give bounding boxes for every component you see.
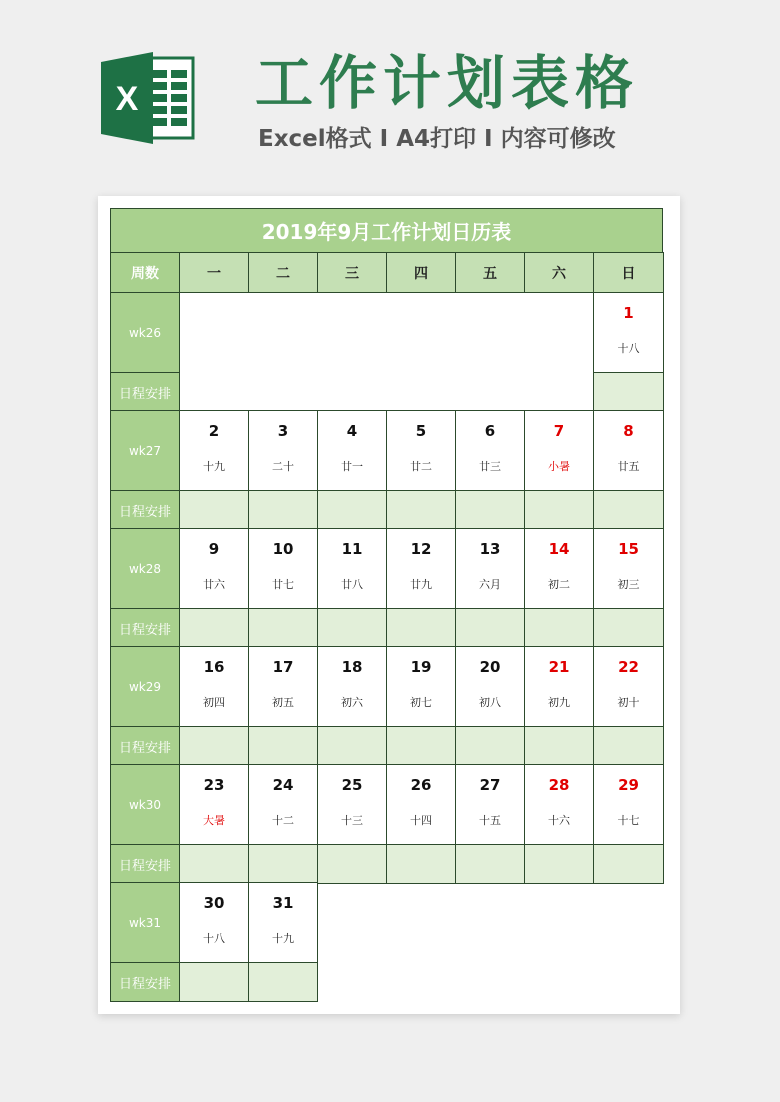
- schedule-cell[interactable]: [524, 608, 594, 648]
- day-number: 18: [341, 657, 363, 676]
- schedule-cell[interactable]: [455, 844, 525, 884]
- week-label-text: wk26: [128, 325, 162, 340]
- lunar-date: 十九: [203, 459, 225, 473]
- day-cell[interactable]: [248, 410, 318, 491]
- day-cell[interactable]: [593, 528, 664, 609]
- lunar-date: 二十: [272, 459, 294, 473]
- day-cell[interactable]: [317, 528, 387, 609]
- day-number: 29: [618, 775, 639, 794]
- day-number: 1: [623, 303, 634, 322]
- day-number: 26: [410, 775, 432, 794]
- lunar-date: 十九: [272, 931, 294, 945]
- week-label: [110, 646, 180, 727]
- schedule-cell[interactable]: [386, 844, 456, 884]
- lunar-date: 初四: [203, 695, 225, 709]
- day-number: 23: [203, 775, 225, 794]
- lunar-date: 十八: [617, 341, 640, 355]
- day-number: 14: [548, 539, 570, 558]
- day-number: 31: [272, 893, 294, 912]
- day-number: 9: [208, 539, 220, 558]
- lunar-date: 初七: [410, 695, 432, 709]
- day-cell[interactable]: [524, 646, 594, 727]
- weekday-header: [248, 252, 318, 293]
- excel-icon: [101, 52, 197, 144]
- weekday-label: 六: [552, 265, 566, 282]
- day-cell[interactable]: [455, 410, 525, 491]
- day-number: 6: [484, 421, 496, 440]
- schedule-label: [110, 962, 180, 1002]
- day-number: 2: [208, 421, 220, 440]
- week-label: [110, 528, 180, 609]
- week-label-text: wk27: [128, 443, 162, 458]
- week-number-header: [110, 252, 180, 293]
- day-number: 17: [272, 657, 294, 676]
- day-number: 22: [618, 657, 639, 676]
- weekday-label: 五: [483, 265, 497, 282]
- day-cell[interactable]: [179, 764, 249, 845]
- schedule-cell[interactable]: [524, 726, 594, 766]
- empty-day-block: [179, 292, 594, 412]
- lunar-date: 廿五: [617, 459, 640, 473]
- schedule-label: [110, 608, 180, 648]
- day-number: 3: [277, 421, 289, 440]
- weekday-header: [179, 252, 249, 293]
- schedule-cell[interactable]: [179, 962, 249, 1002]
- day-cell[interactable]: [386, 410, 456, 491]
- schedule-cell[interactable]: [179, 844, 249, 884]
- day-number: 10: [272, 539, 294, 558]
- schedule-cell[interactable]: [386, 490, 456, 530]
- day-number: 16: [203, 657, 225, 676]
- lunar-date: 廿七: [272, 577, 294, 591]
- day-number: 12: [410, 539, 432, 558]
- day-cell[interactable]: [524, 528, 594, 609]
- lunar-date: 十六: [548, 813, 570, 827]
- day-cell[interactable]: [248, 646, 318, 727]
- weekday-header: [455, 252, 525, 293]
- week-number-header-label: 周数: [131, 265, 159, 282]
- lunar-date: 廿九: [410, 577, 432, 591]
- logo-letter: X: [115, 80, 139, 118]
- schedule-label: [110, 726, 180, 766]
- lunar-date: 初九: [548, 695, 570, 709]
- day-cell[interactable]: [248, 764, 318, 845]
- weekday-header: [317, 252, 387, 293]
- day-number: 28: [548, 775, 570, 794]
- schedule-cell[interactable]: [593, 844, 664, 884]
- day-cell[interactable]: [386, 764, 456, 845]
- schedule-label: [110, 844, 180, 884]
- day-cell[interactable]: [179, 410, 249, 491]
- lunar-date: 初六: [341, 695, 363, 709]
- page-title: 工作计划表格: [255, 49, 640, 117]
- day-number: 25: [341, 775, 363, 794]
- week-label: [110, 292, 180, 373]
- day-cell[interactable]: [317, 410, 387, 491]
- schedule-cell[interactable]: [593, 726, 664, 766]
- weekday-label: 一: [207, 265, 221, 282]
- lunar-date: 十八: [203, 931, 225, 945]
- day-cell[interactable]: [317, 764, 387, 845]
- schedule-label-text: 日程安排: [118, 622, 171, 638]
- lunar-date: 十三: [341, 813, 363, 827]
- weekday-label: 日: [621, 265, 636, 282]
- schedule-label-text: 日程安排: [118, 504, 171, 520]
- day-cell[interactable]: [317, 646, 387, 727]
- day-number: 15: [618, 539, 639, 558]
- calendar-banner: 2019年9月工作计划日历表: [110, 208, 663, 253]
- lunar-date: 十四: [410, 813, 432, 827]
- day-cell[interactable]: [248, 882, 318, 963]
- lunar-date: 小暑: [548, 459, 570, 473]
- schedule-cell[interactable]: [248, 608, 318, 648]
- day-number: 4: [346, 421, 358, 440]
- week-label: [110, 764, 180, 845]
- schedule-cell[interactable]: [386, 608, 456, 648]
- schedule-cell[interactable]: [317, 608, 387, 648]
- day-cell[interactable]: [593, 764, 664, 845]
- schedule-label-text: 日程安排: [118, 976, 171, 992]
- schedule-cell[interactable]: [317, 726, 387, 766]
- lunar-date: 廿三: [479, 459, 501, 473]
- schedule-label-text: 日程安排: [118, 858, 171, 874]
- day-cell[interactable]: [386, 646, 456, 727]
- schedule-cell[interactable]: [455, 608, 525, 648]
- day-cell[interactable]: [179, 528, 249, 609]
- schedule-cell[interactable]: [524, 844, 594, 884]
- page-subtitle: Excel格式 I A4打印 I 内容可修改: [258, 126, 616, 152]
- schedule-cell[interactable]: [248, 962, 318, 1002]
- schedule-cell[interactable]: [317, 490, 387, 530]
- weekday-header: [386, 252, 456, 293]
- lunar-date: 廿二: [410, 459, 432, 473]
- day-number: 7: [553, 421, 565, 440]
- schedule-label-text: 日程安排: [118, 386, 171, 402]
- day-number: 19: [410, 657, 432, 676]
- day-number: 13: [479, 539, 501, 558]
- day-number: 21: [548, 657, 570, 676]
- day-cell[interactable]: [179, 882, 249, 963]
- weekday-label: 四: [414, 265, 428, 282]
- lunar-date: 大暑: [203, 813, 225, 827]
- day-cell[interactable]: [524, 410, 594, 491]
- day-number: 11: [341, 539, 363, 558]
- week-label-text: wk31: [128, 915, 162, 930]
- week-label: [110, 882, 180, 963]
- schedule-label: [110, 372, 180, 412]
- schedule-label-text: 日程安排: [118, 740, 171, 756]
- day-cell[interactable]: [248, 528, 318, 609]
- weekday-header: [593, 252, 664, 293]
- day-number: 8: [623, 421, 634, 440]
- lunar-date: 初八: [479, 695, 501, 709]
- lunar-date: 初二: [548, 577, 570, 591]
- lunar-date: 廿六: [203, 577, 225, 591]
- schedule-label: [110, 490, 180, 530]
- day-cell[interactable]: [593, 646, 664, 727]
- day-cell[interactable]: [524, 764, 594, 845]
- schedule-cell[interactable]: [317, 844, 387, 884]
- schedule-cell[interactable]: [179, 608, 249, 648]
- day-cell[interactable]: [593, 292, 664, 373]
- schedule-cell[interactable]: [179, 490, 249, 530]
- schedule-cell[interactable]: [455, 490, 525, 530]
- schedule-cell[interactable]: [524, 490, 594, 530]
- weekday-label: 三: [345, 265, 359, 282]
- schedule-cell[interactable]: [593, 490, 664, 530]
- lunar-date: 十二: [272, 813, 294, 827]
- week-label: [110, 410, 180, 491]
- lunar-date: 初十: [617, 695, 640, 709]
- schedule-cell[interactable]: [248, 844, 318, 884]
- day-cell[interactable]: [386, 528, 456, 609]
- lunar-date: 十七: [617, 813, 640, 827]
- lunar-date: 初三: [617, 577, 640, 591]
- day-cell[interactable]: [593, 410, 664, 491]
- lunar-date: 廿八: [341, 577, 363, 591]
- schedule-cell[interactable]: [386, 726, 456, 766]
- schedule-cell[interactable]: [248, 726, 318, 766]
- week-label-text: wk29: [128, 679, 162, 694]
- day-number: 27: [479, 775, 501, 794]
- week-label-text: wk28: [128, 561, 162, 576]
- schedule-cell[interactable]: [455, 726, 525, 766]
- schedule-cell[interactable]: [179, 726, 249, 766]
- schedule-cell[interactable]: [593, 372, 664, 412]
- schedule-cell[interactable]: [593, 608, 664, 648]
- weekday-label: 二: [276, 265, 290, 282]
- lunar-date: 廿一: [341, 459, 363, 473]
- day-cell[interactable]: [455, 764, 525, 845]
- schedule-cell[interactable]: [248, 490, 318, 530]
- day-number: 20: [479, 657, 501, 676]
- week-label-text: wk30: [128, 797, 162, 812]
- day-number: 5: [415, 421, 427, 440]
- lunar-date: 十五: [479, 813, 501, 827]
- day-number: 30: [203, 893, 225, 912]
- day-cell[interactable]: [179, 646, 249, 727]
- weekday-header: [524, 252, 594, 293]
- day-number: 24: [272, 775, 294, 794]
- day-cell[interactable]: [455, 528, 525, 609]
- day-cell[interactable]: [455, 646, 525, 727]
- lunar-date: 初五: [272, 695, 294, 709]
- lunar-date: 六月: [479, 577, 501, 591]
